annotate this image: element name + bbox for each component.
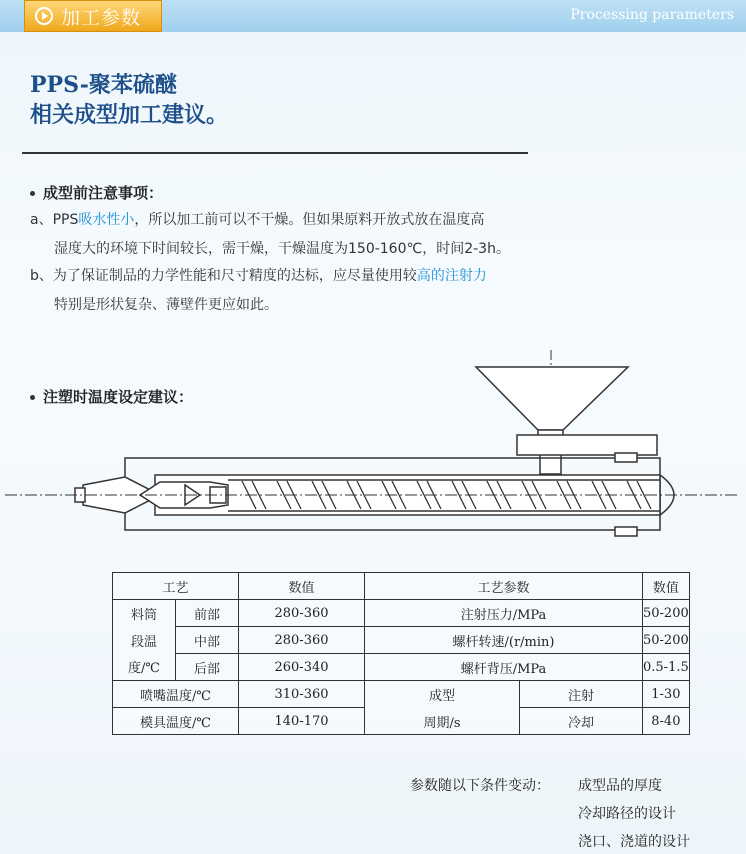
parameter-table bbox=[112, 572, 690, 735]
notes-item: 成型品的厚度 bbox=[578, 778, 662, 794]
table-row: 段温 中部 280-360 螺杆转速/(r/min) 50-200 bbox=[113, 627, 690, 654]
highlight-text: 高的注射力 bbox=[416, 268, 487, 284]
table-header: 数值 bbox=[239, 573, 365, 600]
table-header: 工艺 bbox=[113, 573, 239, 600]
pre-molding-heading: 成型前注意事项： bbox=[30, 182, 163, 203]
injection-machine-diagram bbox=[0, 345, 746, 545]
table-header-row bbox=[113, 573, 690, 600]
title-divider bbox=[22, 152, 528, 154]
table-row: 度/℃ 后部 260-340 螺杆背压/MPa 0.5-1.5 bbox=[113, 654, 690, 681]
highlight-text: 吸水性小 bbox=[78, 212, 135, 228]
notes-label: 参数随以下条件变动： bbox=[410, 778, 550, 794]
table-header: 数值 bbox=[643, 573, 690, 600]
cycle-label: 成型 周期/s bbox=[365, 681, 520, 735]
title-line-1: PPS-聚苯硫醚 bbox=[30, 72, 177, 98]
table-header: 工艺参数 bbox=[365, 573, 643, 600]
table-row: 料筒 前部 280-360 注射压力/MPa 50-200 bbox=[113, 600, 690, 627]
pre-molding-item-b: b、为了保证制品的力学性能和尺寸精度的达标，应尽量使用较高的注射力 特别是形状复杂、薄壁件更应如此。 bbox=[30, 268, 487, 313]
english-title: Processing parameters bbox=[570, 7, 734, 23]
barrel-label: 料筒 bbox=[113, 600, 176, 627]
notes-item: 冷却路径的设计 bbox=[578, 806, 676, 822]
barrel-label: 度/℃ bbox=[113, 654, 176, 681]
header-bar bbox=[0, 0, 746, 32]
temperature-heading: 注塑时温度设定建议： bbox=[30, 386, 193, 407]
table-row: 模具温度/℃ 140-170 冷却 8-40 bbox=[113, 708, 690, 735]
section-tab[interactable] bbox=[24, 0, 162, 32]
notes-item: 浇口、浇道的设计 bbox=[578, 834, 690, 850]
page-title bbox=[30, 70, 228, 130]
bullet-icon bbox=[30, 191, 35, 196]
section-tab-label: 加工参数 bbox=[61, 6, 142, 29]
title-line-2: 相关成型加工建议。 bbox=[30, 102, 229, 128]
play-circle-icon bbox=[35, 7, 53, 25]
table-row: 喷嘴温度/℃ 310-360 成型 周期/s 注射 1-30 bbox=[113, 681, 690, 708]
pre-molding-item-a: a、PPS吸水性小，所以加工前可以不干燥。但如果原料开放式放在温度高 湿度大的环境下时间较长，需干燥，干燥温度为150-160℃，时间2-3h。 bbox=[30, 212, 510, 257]
barrel-label: 段温 bbox=[113, 627, 176, 654]
